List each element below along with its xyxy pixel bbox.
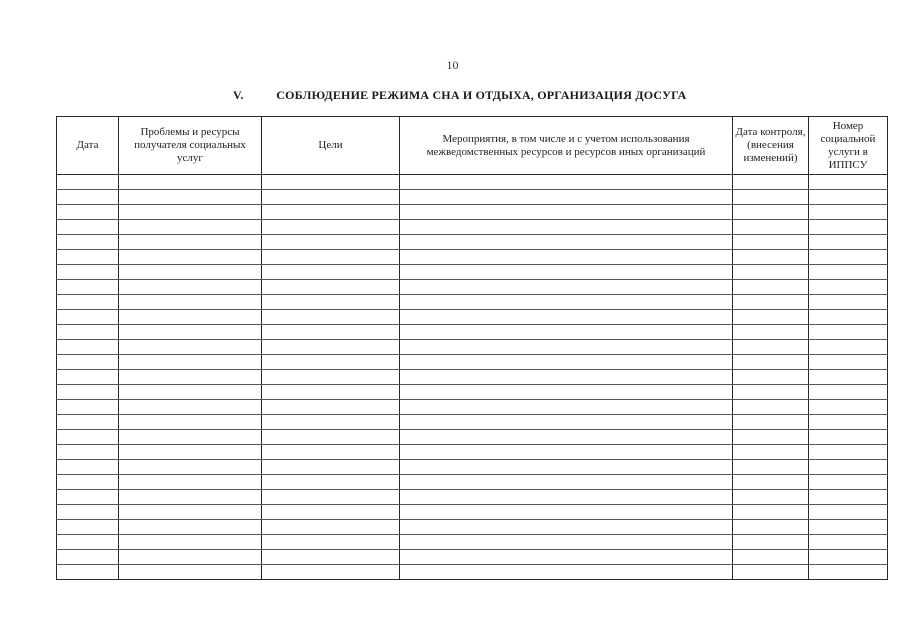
table-cell[interactable]	[809, 205, 888, 220]
table-cell[interactable]	[400, 415, 733, 430]
table-cell[interactable]	[119, 460, 262, 475]
table-cell[interactable]	[57, 505, 119, 520]
table-cell[interactable]	[400, 475, 733, 490]
table-cell[interactable]	[400, 355, 733, 370]
header-date: Дата	[57, 117, 119, 175]
table-cell[interactable]	[733, 265, 809, 280]
table-cell[interactable]	[57, 550, 119, 565]
table-row	[57, 190, 888, 205]
table-row	[57, 460, 888, 475]
table-cell[interactable]	[262, 490, 400, 505]
table-row	[57, 175, 888, 190]
table-cell[interactable]	[400, 205, 733, 220]
table-cell[interactable]	[262, 550, 400, 565]
table-cell[interactable]	[262, 280, 400, 295]
section-number: V.	[233, 88, 244, 102]
table-cell[interactable]	[733, 325, 809, 340]
table-row	[57, 310, 888, 325]
table-cell[interactable]	[400, 400, 733, 415]
table-cell[interactable]	[400, 505, 733, 520]
table-cell[interactable]	[809, 475, 888, 490]
table-cell[interactable]	[57, 220, 119, 235]
table-cell[interactable]	[119, 190, 262, 205]
table-cell[interactable]	[262, 325, 400, 340]
table-cell[interactable]	[57, 415, 119, 430]
table-cell[interactable]	[262, 205, 400, 220]
table-cell[interactable]	[119, 490, 262, 505]
table-cell[interactable]	[119, 505, 262, 520]
table-cell[interactable]	[119, 370, 262, 385]
table-cell[interactable]	[400, 280, 733, 295]
table-cell[interactable]	[733, 535, 809, 550]
table-cell[interactable]	[262, 355, 400, 370]
table-cell[interactable]	[262, 475, 400, 490]
table-cell[interactable]	[262, 445, 400, 460]
table-cell[interactable]	[400, 520, 733, 535]
table-cell[interactable]	[733, 205, 809, 220]
table-row	[57, 475, 888, 490]
table-cell[interactable]	[809, 415, 888, 430]
table-cell[interactable]	[400, 535, 733, 550]
table-body	[57, 175, 888, 580]
table-cell[interactable]	[400, 250, 733, 265]
plan-table	[56, 116, 888, 580]
table-cell[interactable]	[733, 235, 809, 250]
table-cell[interactable]	[400, 325, 733, 340]
table-cell[interactable]	[809, 490, 888, 505]
table-row	[57, 265, 888, 280]
table-cell[interactable]	[733, 310, 809, 325]
header-service-number: Номер социальной услуги в ИППСУ	[809, 117, 888, 175]
table-cell[interactable]	[57, 400, 119, 415]
table-cell[interactable]	[57, 295, 119, 310]
table-cell[interactable]	[119, 400, 262, 415]
table-cell[interactable]	[809, 280, 888, 295]
table-cell[interactable]	[57, 250, 119, 265]
table-cell[interactable]	[119, 430, 262, 445]
header-activities: Мероприятия, в том числе и с учетом использования межведомственных ресурсов и ресурсов иных организаций	[400, 117, 733, 175]
table-cell[interactable]	[119, 205, 262, 220]
table-cell[interactable]	[119, 445, 262, 460]
section-title: СОБЛЮДЕНИЕ РЕЖИМА СНА И ОТДЫХА, ОРГАНИЗАЦИЯ ДОСУГА	[276, 88, 687, 102]
table-cell[interactable]	[733, 550, 809, 565]
table-cell[interactable]	[262, 415, 400, 430]
table-cell[interactable]	[733, 565, 809, 580]
table-cell[interactable]	[119, 565, 262, 580]
table-row	[57, 505, 888, 520]
table-cell[interactable]	[262, 370, 400, 385]
table-row	[57, 415, 888, 430]
table-header-row	[57, 117, 888, 175]
table-cell[interactable]	[57, 280, 119, 295]
table-cell[interactable]	[57, 340, 119, 355]
table-cell[interactable]	[733, 190, 809, 205]
table-cell[interactable]	[400, 565, 733, 580]
table-cell[interactable]	[400, 550, 733, 565]
table-cell[interactable]	[400, 460, 733, 475]
table-row	[57, 355, 888, 370]
table-cell[interactable]	[119, 235, 262, 250]
table-cell[interactable]	[809, 325, 888, 340]
table-cell[interactable]	[57, 325, 119, 340]
table-cell[interactable]	[119, 340, 262, 355]
table-cell[interactable]	[809, 250, 888, 265]
table-cell[interactable]	[119, 280, 262, 295]
table-cell[interactable]	[400, 370, 733, 385]
table-cell[interactable]	[809, 175, 888, 190]
table-cell[interactable]	[57, 475, 119, 490]
table-cell[interactable]	[57, 490, 119, 505]
table-cell[interactable]	[57, 310, 119, 325]
table-cell[interactable]	[733, 415, 809, 430]
table-cell[interactable]	[400, 430, 733, 445]
table-row	[57, 535, 888, 550]
table-cell[interactable]	[262, 460, 400, 475]
table-cell[interactable]	[119, 355, 262, 370]
table-row	[57, 295, 888, 310]
table-cell[interactable]	[262, 235, 400, 250]
table-cell[interactable]	[809, 235, 888, 250]
table-cell[interactable]	[809, 385, 888, 400]
table-row	[57, 205, 888, 220]
table-row	[57, 400, 888, 415]
table-cell[interactable]	[262, 430, 400, 445]
table-cell[interactable]	[57, 355, 119, 370]
section-heading	[233, 88, 687, 103]
table-cell[interactable]	[119, 325, 262, 340]
table-cell[interactable]	[733, 370, 809, 385]
table-cell[interactable]	[400, 490, 733, 505]
table-cell[interactable]	[262, 250, 400, 265]
table-cell[interactable]	[57, 565, 119, 580]
table-cell[interactable]	[262, 340, 400, 355]
table-cell[interactable]	[400, 235, 733, 250]
table-cell[interactable]	[809, 190, 888, 205]
table-row	[57, 370, 888, 385]
table-cell[interactable]	[809, 400, 888, 415]
table-cell[interactable]	[57, 205, 119, 220]
table-cell[interactable]	[119, 250, 262, 265]
table-cell[interactable]	[262, 175, 400, 190]
table-row	[57, 220, 888, 235]
table-cell[interactable]	[119, 385, 262, 400]
table-cell[interactable]	[119, 310, 262, 325]
table-cell[interactable]	[733, 490, 809, 505]
header-control-date: Дата контроля, (внесения изменений)	[733, 117, 809, 175]
table-row	[57, 250, 888, 265]
table-cell[interactable]	[57, 445, 119, 460]
header-problems-resources: Проблемы и ресурсы получателя социальных услуг	[119, 117, 262, 175]
table-cell[interactable]	[809, 265, 888, 280]
table-cell[interactable]	[733, 295, 809, 310]
table-cell[interactable]	[809, 370, 888, 385]
table-row	[57, 445, 888, 460]
table-cell[interactable]	[400, 265, 733, 280]
table-cell[interactable]	[400, 385, 733, 400]
table-cell[interactable]	[400, 175, 733, 190]
table-cell[interactable]	[733, 355, 809, 370]
table-cell[interactable]	[400, 445, 733, 460]
table-row	[57, 235, 888, 250]
table-cell[interactable]	[733, 475, 809, 490]
table-row	[57, 520, 888, 535]
table-row	[57, 565, 888, 580]
table-cell[interactable]	[119, 415, 262, 430]
page-number: 10	[446, 58, 459, 72]
table-cell[interactable]	[809, 505, 888, 520]
table-cell[interactable]	[262, 295, 400, 310]
table-cell[interactable]	[400, 340, 733, 355]
table-cell[interactable]	[733, 340, 809, 355]
table-cell[interactable]	[733, 250, 809, 265]
table-row	[57, 325, 888, 340]
table-cell[interactable]	[809, 220, 888, 235]
table-cell[interactable]	[400, 190, 733, 205]
table-cell[interactable]	[262, 565, 400, 580]
table-cell[interactable]	[57, 535, 119, 550]
table-cell[interactable]	[809, 520, 888, 535]
table-row	[57, 385, 888, 400]
table-cell[interactable]	[119, 520, 262, 535]
table-cell[interactable]	[57, 385, 119, 400]
table-cell[interactable]	[262, 190, 400, 205]
table-cell[interactable]	[57, 265, 119, 280]
table-cell[interactable]	[809, 535, 888, 550]
table-cell[interactable]	[57, 370, 119, 385]
table-cell[interactable]	[733, 460, 809, 475]
table-cell[interactable]	[809, 550, 888, 565]
table-cell[interactable]	[733, 280, 809, 295]
table-cell[interactable]	[262, 220, 400, 235]
table-cell[interactable]	[733, 220, 809, 235]
table-cell[interactable]	[119, 535, 262, 550]
table-row	[57, 340, 888, 355]
table-cell[interactable]	[809, 460, 888, 475]
table-cell[interactable]	[262, 505, 400, 520]
header-goals: Цели	[262, 117, 400, 175]
table-cell[interactable]	[57, 460, 119, 475]
table-cell[interactable]	[400, 295, 733, 310]
table-cell[interactable]	[119, 295, 262, 310]
table-cell[interactable]	[262, 385, 400, 400]
table-cell[interactable]	[809, 310, 888, 325]
table-cell[interactable]	[733, 430, 809, 445]
table-cell[interactable]	[809, 355, 888, 370]
table-cell[interactable]	[119, 175, 262, 190]
table-cell[interactable]	[119, 550, 262, 565]
table-cell[interactable]	[119, 475, 262, 490]
table-cell[interactable]	[57, 235, 119, 250]
table-cell[interactable]	[733, 505, 809, 520]
table-cell[interactable]	[119, 220, 262, 235]
table-cell[interactable]	[400, 310, 733, 325]
table-cell[interactable]	[57, 430, 119, 445]
table-cell[interactable]	[400, 220, 733, 235]
table-cell[interactable]	[262, 310, 400, 325]
table-row	[57, 490, 888, 505]
table-cell[interactable]	[809, 430, 888, 445]
table-row	[57, 430, 888, 445]
table-cell[interactable]	[809, 565, 888, 580]
table-cell[interactable]	[57, 175, 119, 190]
table-cell[interactable]	[809, 445, 888, 460]
table-cell[interactable]	[809, 340, 888, 355]
table-cell[interactable]	[57, 520, 119, 535]
table-cell[interactable]	[262, 535, 400, 550]
table-cell[interactable]	[733, 445, 809, 460]
table-cell[interactable]	[262, 520, 400, 535]
table-cell[interactable]	[262, 265, 400, 280]
table-cell[interactable]	[733, 385, 809, 400]
table-row	[57, 550, 888, 565]
table-cell[interactable]	[733, 520, 809, 535]
table-cell[interactable]	[119, 265, 262, 280]
table-cell[interactable]	[57, 190, 119, 205]
table-row	[57, 280, 888, 295]
table-cell[interactable]	[262, 400, 400, 415]
table-cell[interactable]	[733, 400, 809, 415]
table-cell[interactable]	[733, 175, 809, 190]
table-cell[interactable]	[809, 295, 888, 310]
